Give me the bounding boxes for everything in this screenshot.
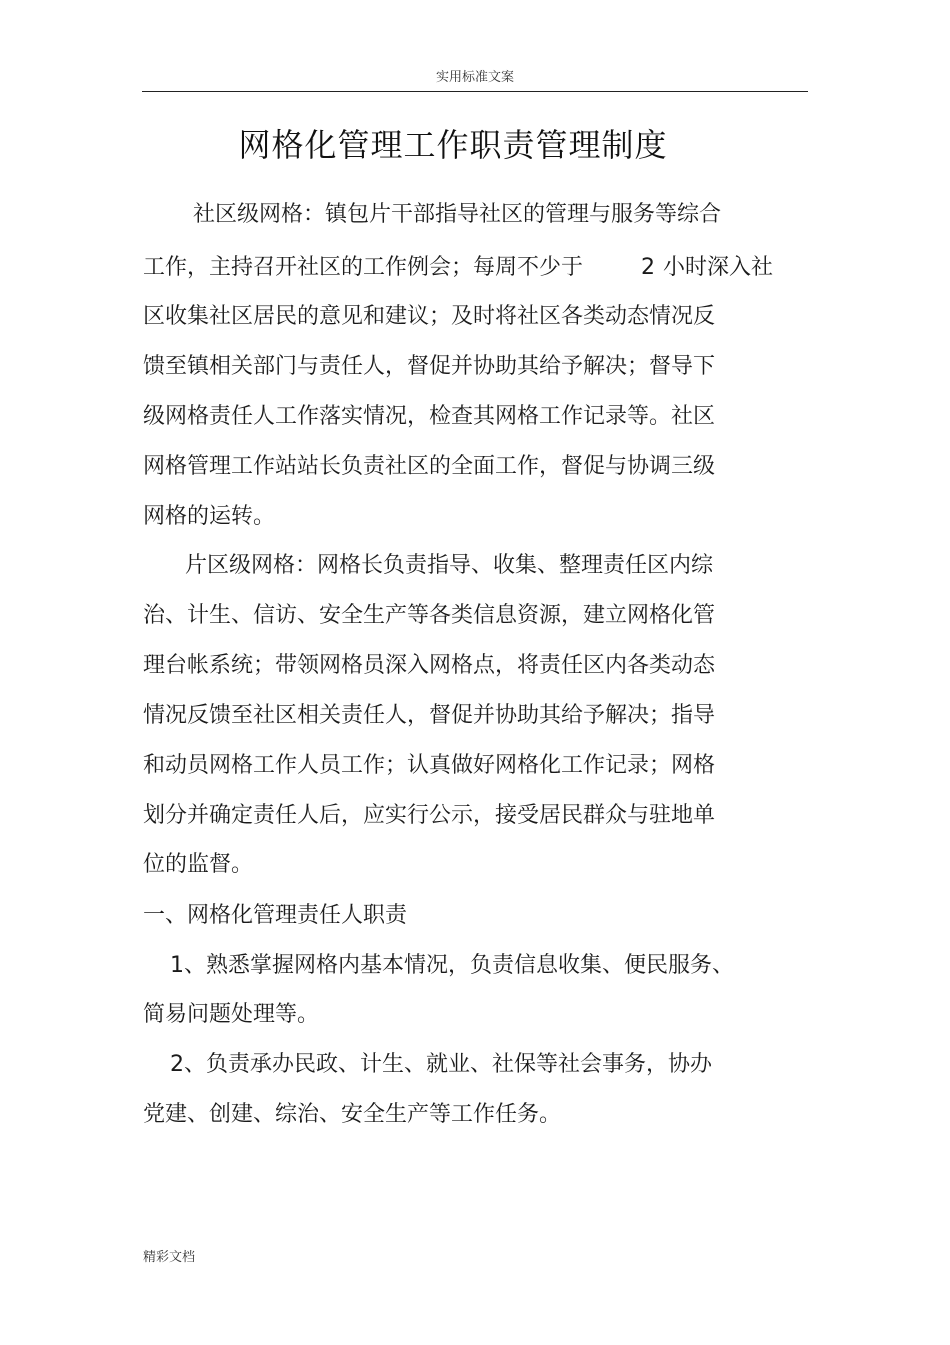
paragraph-line: 划分并确定责任人后，应实行公示，接受居民群众与驻地单 <box>143 803 716 828</box>
paragraph-line: 位的监督。 <box>143 852 254 877</box>
paragraph-line: 社区级网格：镇包片干部指导社区的管理与服务等综合 <box>193 202 722 227</box>
list-item-line: 1、熟悉掌握网格内基本情况，负责信息收集、便民服务、 <box>170 953 734 978</box>
header-divider <box>142 91 808 92</box>
list-item-line: 简易问题处理等。 <box>143 1002 320 1027</box>
paragraph-line <box>143 253 773 283</box>
paragraph-line: 馈至镇相关部门与责任人，督促并协助其给予解决；督导下 <box>143 354 716 379</box>
paragraph-line: 网格管理工作站站长负责社区的全面工作，督促与协调三级 <box>143 454 716 479</box>
paragraph-line: 治、计生、信访、安全生产等各类信息资源，建立网格化管 <box>143 603 716 628</box>
section-heading: 一、网格化管理责任人职责 <box>143 903 408 928</box>
inline-number: 2 <box>641 255 656 280</box>
paragraph-line: 情况反馈至社区相关责任人，督促并协助其给予解决；指导 <box>143 703 716 728</box>
paragraph-line: 级网格责任人工作落实情况，检查其网格工作记录等。社区 <box>143 404 716 429</box>
paragraph-line: 网格的运转。 <box>143 504 276 529</box>
list-item-line: 党建、创建、综治、安全生产等工作任务。 <box>143 1102 562 1127</box>
page-header: 实用标准文案 <box>435 70 514 85</box>
page-footer: 精彩文档 <box>143 1250 196 1265</box>
paragraph-line: 片区级网格：网格长负责指导、收集、整理责任区内综 <box>185 553 714 578</box>
document-title: 网格化管理工作职责管理制度 <box>238 126 668 164</box>
paragraph-line: 区收集社区居民的意见和建议；及时将社区各类动态情况反 <box>143 304 716 329</box>
text-segment: 小时深入社 <box>663 255 774 280</box>
paragraph-line: 理台帐系统；带领网格员深入网格点，将责任区内各类动态 <box>143 653 716 678</box>
text-segment: 工作，主持召开社区的工作例会；每周不少于 <box>143 255 584 280</box>
paragraph-line: 和动员网格工作人员工作；认真做好网格化工作记录；网格 <box>143 753 716 778</box>
list-item-line: 2、负责承办民政、计生、就业、社保等社会事务，协办 <box>170 1052 712 1077</box>
